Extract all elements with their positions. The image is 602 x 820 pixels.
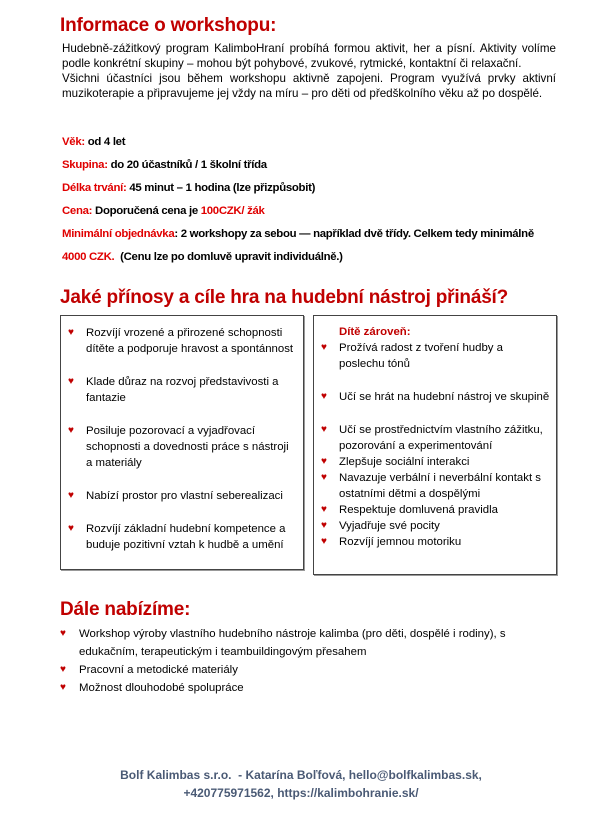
list-item-text: Možnost dlouhodobé spolupráce: [79, 682, 244, 694]
list-item-text: Prožívá radost z tvoření hudby a poslechu tónů: [339, 342, 503, 370]
footer-line-1: Bolf Kalimbas s.r.o. - Katarína Boľfová, hello@bolfkalimbas.sk,: [120, 768, 482, 782]
fact-value: do 20 účastníků / 1 školní třída: [107, 159, 267, 171]
facts-list: [62, 131, 562, 269]
list-item-text: Rozvíjí jemnou motoriku: [339, 536, 462, 548]
list-item-text: Respektuje domluvená pravidla: [339, 504, 498, 516]
heart-icon: ♥: [321, 472, 327, 483]
fact-label: Minimální objednávka: [62, 228, 175, 240]
list-item: [314, 389, 556, 405]
list-item: [61, 423, 303, 471]
fact-duration: [62, 177, 562, 200]
fact-price: [62, 200, 562, 223]
heart-icon: ♥: [60, 664, 66, 675]
heart-icon: ♥: [321, 342, 327, 353]
fact-label: Cena:: [62, 205, 93, 217]
list-item: [314, 518, 556, 534]
heart-icon: ♥: [68, 327, 74, 338]
heart-icon: ♥: [321, 504, 327, 515]
list-item: [314, 534, 556, 550]
intro-paragraph: Všichni účastníci jsou během workshopu aktivně zapojeni. Program využívá prvky aktivní muzikoterapie a připravujeme jej vždy na míru – pro děti od předškolního věku až po dospělé.: [62, 72, 556, 100]
fact-value: 45 minut – 1 hodina (lze přizpůsobit): [126, 182, 316, 194]
heart-icon: ♥: [321, 520, 327, 531]
min-price-note: (Cenu lze po domluvě upravit individuálně.): [114, 251, 343, 263]
section-heading-more: Dále nabízíme:: [60, 599, 191, 620]
list-item-text: Rozvíjí vrozené a přirozené schopnosti dítěte a podporuje hravost a spontánnost: [86, 327, 294, 355]
heart-icon: ♥: [321, 391, 327, 402]
list-item-text: Učí se hrát na hudební nástroj ve skupině: [339, 391, 550, 403]
list-item-text: Posiluje pozorovací a vyjadřovací schopnosti a dovednosti práce s nástroji a materiály: [86, 425, 289, 469]
fact-label: Věk:: [62, 136, 85, 148]
fact-min-price: [62, 246, 562, 269]
list-item: [62, 679, 562, 697]
intro-text: [62, 41, 556, 101]
benefits-box-right: [313, 315, 557, 575]
fact-label: Skupina:: [62, 159, 108, 171]
list-item-text: Navazuje verbální i neverbální kontakt s ostatními dětmi a dospělými: [339, 472, 541, 500]
fact-label: Délka trvání:: [62, 182, 127, 194]
list-item: [314, 454, 556, 470]
list-item: [62, 625, 562, 661]
heart-icon: ♥: [68, 425, 74, 436]
list-item-text: Workshop výroby vlastního hudebního nástroje kalimba (pro děti, dospělé i rodiny), s edukačním, terapeutickým i teambuildingovým přesahem: [79, 628, 506, 658]
list-item-text: Rozvíjí základní hudební kompetence a buduje pozitivní vztah k hudbě a umění: [86, 523, 286, 551]
list-item: [314, 502, 556, 518]
box-title: Dítě zároveň:: [339, 326, 411, 338]
footer-contact: [0, 766, 602, 802]
section-heading-benefits: Jaké přínosy a cíle hra na hudební nástroj přináší?: [60, 287, 509, 308]
section-heading-info: Informace o workshopu:: [60, 15, 277, 36]
heart-icon: ♥: [68, 376, 74, 387]
list-item: [61, 325, 303, 357]
heart-icon: ♥: [60, 628, 66, 639]
list-item-text: Pracovní a metodické materiály: [79, 664, 238, 676]
heart-icon: ♥: [321, 424, 327, 435]
heart-icon: ♥: [321, 536, 327, 547]
list-item: [61, 521, 303, 553]
list-item-text: Klade důraz na rozvoj představivosti a fantazie: [86, 376, 279, 404]
list-item: [61, 374, 303, 406]
intro-paragraph: Hudebně-zážitkový program KalimboHraní probíhá formou aktivit, her a písní. Aktivity volíme podle konkrétní skupiny – mohou být pohybové, zvukové, rytmické, kontaktní či relaxační.: [62, 42, 556, 70]
fact-group: [62, 154, 562, 177]
list-item: [314, 470, 556, 502]
fact-min-order: [62, 223, 562, 246]
list-item: [314, 340, 556, 372]
fact-value: od 4 let: [84, 136, 126, 148]
list-item-text: Učí se prostřednictvím vlastního zážitku, pozorování a experimentování: [339, 424, 543, 452]
more-list: [62, 625, 562, 697]
list-item-text: Vyjadřuje své pocity: [339, 520, 440, 532]
list-item-text: Nabízí prostor pro vlastní seberealizaci: [86, 490, 283, 502]
footer-line-2: +420775971562, https://kalimbohranie.sk/: [183, 786, 419, 800]
list-item: [61, 488, 303, 504]
heart-icon: ♥: [68, 490, 74, 501]
fact-value: : 2 workshopy za sebou — například dvě třídy. Celkem tedy minimálně: [174, 228, 534, 240]
fact-value: Doporučená cena je: [92, 205, 201, 217]
fact-highlight: 100CZK/ žák: [200, 205, 265, 217]
min-price: 4000 CZK.: [62, 251, 115, 263]
heart-icon: ♥: [60, 682, 66, 693]
fact-age: [62, 131, 562, 154]
list-item: [62, 661, 562, 679]
heart-icon: ♥: [321, 456, 327, 467]
benefits-box-left: [60, 315, 304, 570]
list-item-text: Zlepšuje sociální interakci: [339, 456, 470, 468]
heart-icon: ♥: [68, 523, 74, 534]
list-item: [314, 422, 556, 454]
